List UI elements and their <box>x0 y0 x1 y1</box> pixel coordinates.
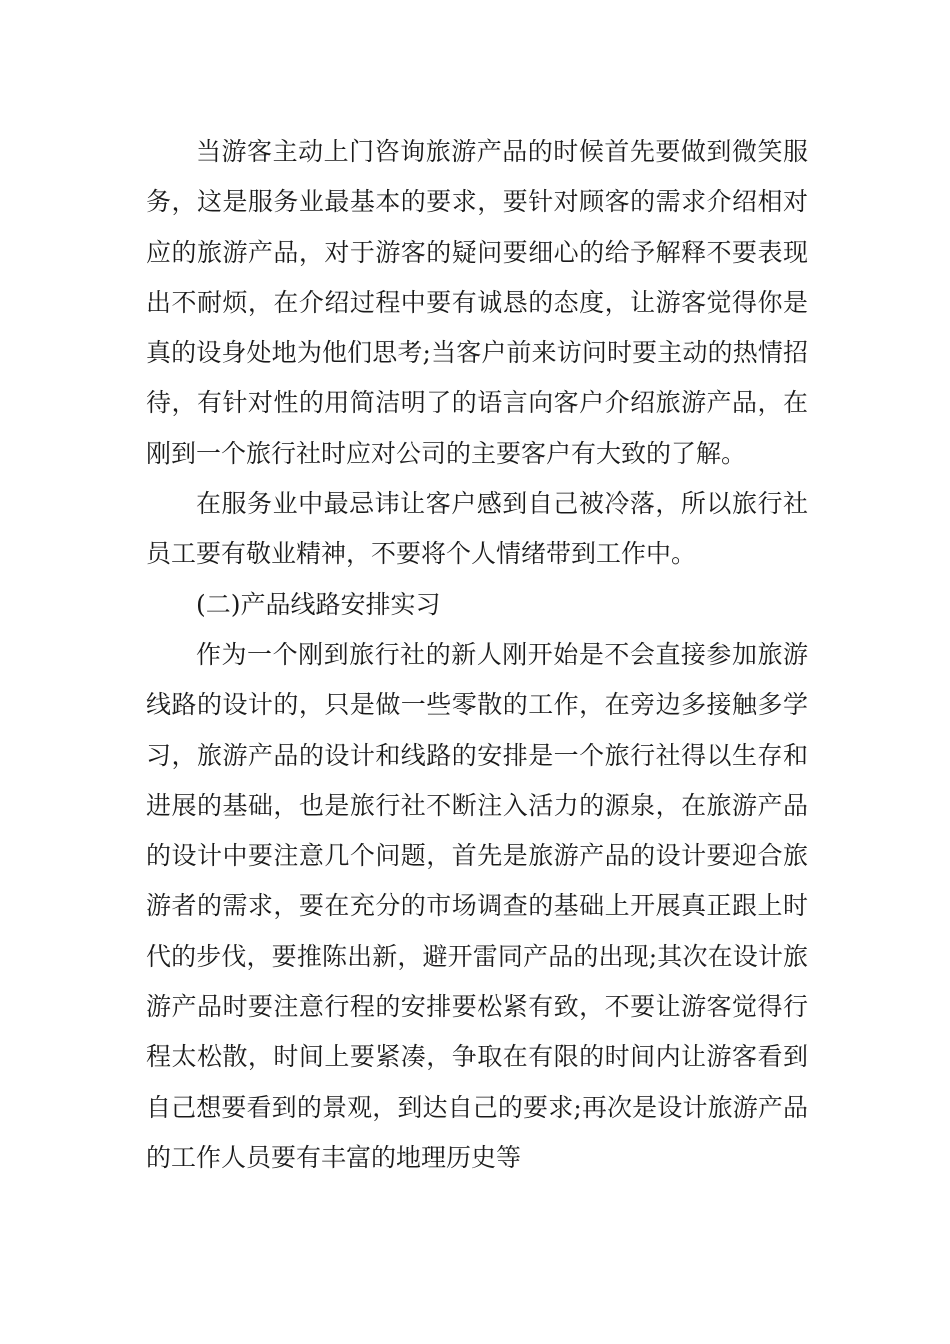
section-heading-product-route: (二)产品线路安排实习 <box>196 589 441 619</box>
paragraph-smile-service: 当游客主动上门咨询旅游产品的时候首先要做到微笑服务，这是服务业最基本的要求，要针对顾客的需求介绍相对应的旅游产品，对于游客的疑问要细心的给予解释不要表现出不耐烦，在介绍过程中要有诚恳的态度，让游客觉得你是真的设身处地为他们思考;当客户前来访问时要主动的热情招待，有针对性的用简洁明了的语言向客户介绍旅游产品，在刚到一个旅行社时应对公司的主要客户有大致的了解。 <box>146 137 808 468</box>
document-body <box>146 127 808 1183</box>
paragraph-product-design: 作为一个刚到旅行社的新人刚开始是不会直接参加旅游线路的设计的，只是做一些零散的工作，在旁边多接触多学习，旅游产品的设计和线路的安排是一个旅行社得以生存和进展的基础，也是旅行社不断注入活力的源泉，在旅游产品的设计中要注意几个问题，首先是旅游产品的设计要迎合旅游者的需求，要在充分的市场调查的基础上开展真正跟上时代的步伐，要推陈出新，避开雷同产品的出现;其次在设计旅游产品时要注意行程的安排要松紧有致，不要让游客觉得行程太松散，时间上要紧凑，争取在有限的时间内让游客看到自己想要看到的景观，到达自己的要求;再次是设计旅游产品的工作人员要有丰富的地理历史等 <box>146 639 808 1172</box>
paragraph-employee-dedication: 在服务业中最忌讳让客户感到自己被冷落，所以旅行社员工要有敬业精神，不要将个人情绪带到工作中。 <box>146 489 808 569</box>
